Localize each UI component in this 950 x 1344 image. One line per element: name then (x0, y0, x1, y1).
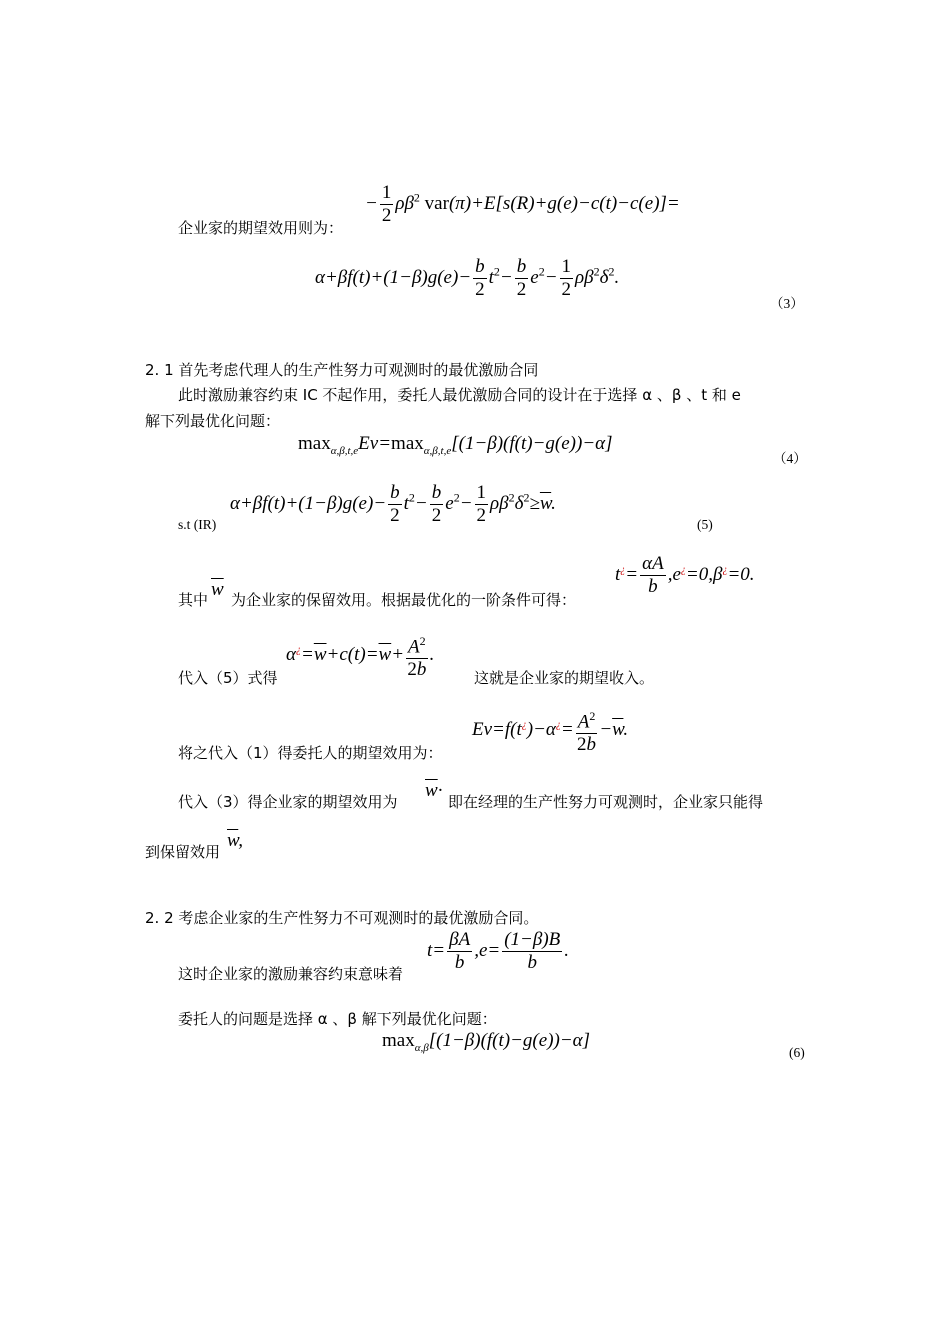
line-sub3-post: 即在经理的生产性努力可观测时，企业家只能得 (448, 793, 764, 811)
eq5-tag: (5) (697, 517, 713, 532)
line-sub5-post: 这就是企业家的期望收入。 (474, 669, 655, 687)
line-sub5-pre: 代入（5）式得 (178, 669, 278, 687)
line-ic: 这时企业家的激励兼容约束意味着 (178, 965, 404, 983)
eq6-tag: (6) (789, 1045, 805, 1060)
eq3-lead-text: 企业家的期望效用则为： (178, 219, 344, 237)
eq3-line1: − $\frac{1}{2}$ $\rho\beta^2$ var(π)+E[s(R)+g(e)−c(t)−c(e)]= (365, 182, 680, 226)
section-2-2-heading: 2. 2 考虑企业家的生产性努力不可观测时的最优激励合同。 (145, 909, 539, 927)
st-ir-label: s.t (IR) (178, 517, 217, 532)
w-bar-symbol-1: $\overline{w}$ (211, 579, 224, 600)
line-problem: 委托人的问题是选择 α 、β 解下列最优化问题： (178, 1010, 497, 1028)
principal-utility: Ev=f(t¿)−α¿= $\frac{A^2}{2b}$ $-\overline{w}$. (472, 705, 628, 756)
section-2-1-para-line1: 此时激励兼容约束 IC 不起作用，委托人最优激励合同的设计在于选择 α 、β 、t 和 e (178, 386, 741, 404)
eq4-tag: （4） (773, 451, 807, 466)
line-sub1: 将之代入（1）得委托人的期望效用为： (178, 744, 443, 762)
line-w-post: 为企业家的保留效用。根据最优化的一阶条件可得： (231, 591, 577, 609)
foc-solution: t¿= $\frac{\alpha A}{b}$ ,e¿=0,β¿=0. (615, 553, 755, 597)
eq3-line2: α+βf(t)+(1−β)g(e)− $\frac{b}{2}$ $t^2-$ $\frac{b}{2}$ $e^2-$ $\frac{1}{2}$ $\rho\beta^2\delta^2$. (315, 256, 620, 300)
eq6: $\max_{\alpha,\beta}[(1-\beta)(f(t)-g(e))-\alpha]$ (382, 1030, 591, 1054)
line-last-pre: 到保留效用 (145, 843, 221, 861)
alpha-solution: $\alpha^¿=\overline{w}+c(t)=\overline{w}+$ $\frac{A^2}{2b}$ . (286, 630, 434, 681)
ic-constraint: t= $\frac{\beta A}{b}$ ,e= $\frac{(1-\beta)B}{b}$ . (427, 929, 569, 973)
w-bar-symbol-3: $\overline{w}$, (227, 830, 244, 851)
w-bar-symbol-2: $\overline{w}\cdot$ (425, 780, 443, 801)
eq4: $\max_{\alpha,\beta,t,e}Ev=\max_{\alpha,\beta,t,e}[(1-\beta)(f(t)-g(e))-\alpha]$ (298, 433, 613, 457)
line-w-pre: 其中 (178, 591, 209, 609)
section-2-1-para-line2: 解下列最优化问题： (145, 412, 281, 430)
line-sub3-pre: 代入（3）得企业家的期望效用为 (178, 793, 398, 811)
section-2-1-heading: 2. 1 首先考虑代理人的生产性努力可观测时的最优激励合同 (145, 361, 539, 379)
eq3-tag: （3） (770, 296, 804, 311)
eq5: α+βf(t)+(1−β)g(e)− $\frac{b}{2}$ $t^2-$ $\frac{b}{2}$ $e^2-$ $\frac{1}{2}$ $\rho\beta^2\delta^2\ge\overline{w}$. (230, 482, 556, 526)
